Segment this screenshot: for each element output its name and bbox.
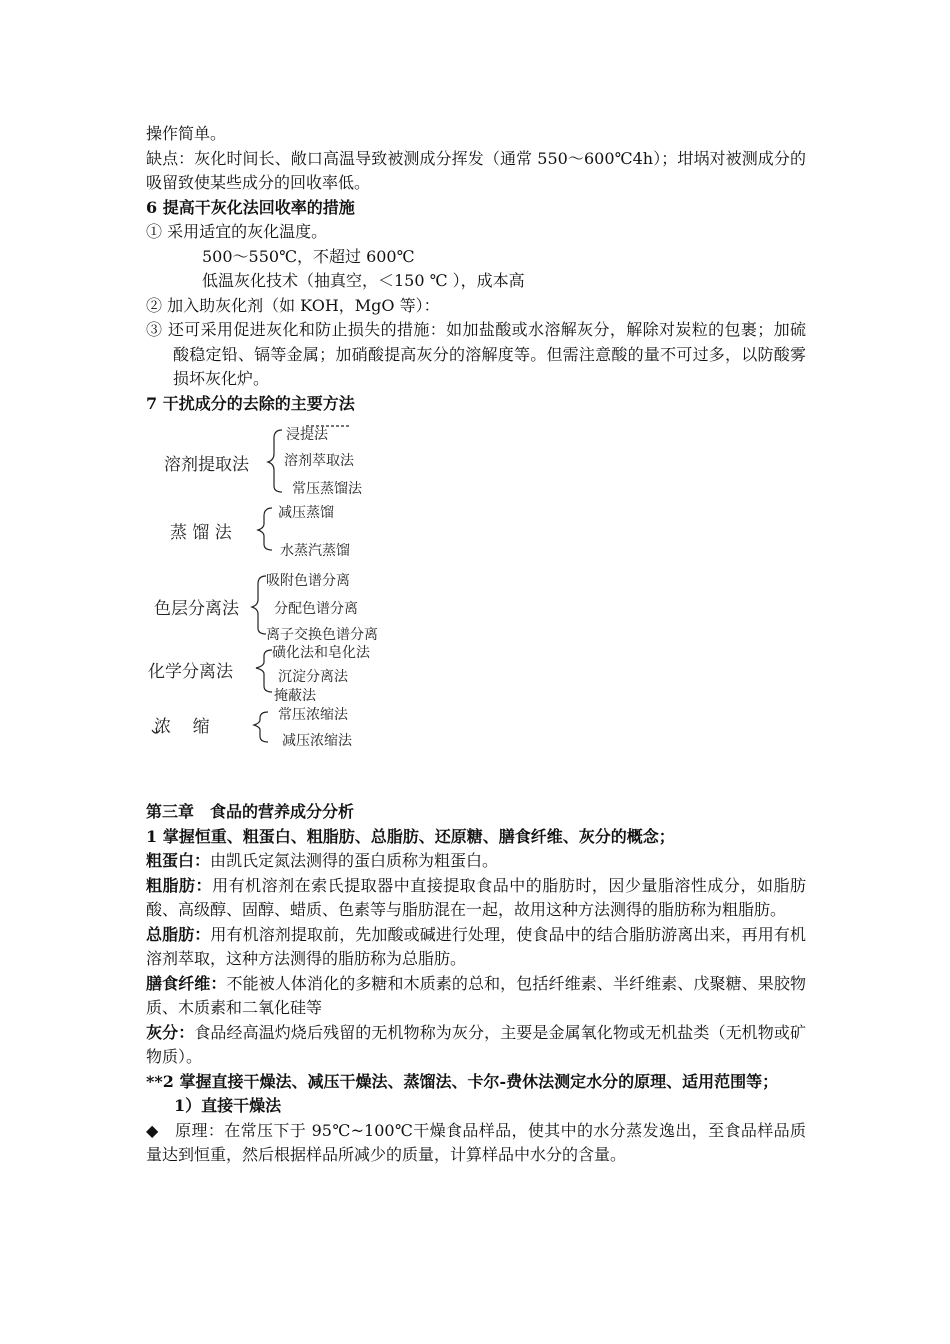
separation-methods-diagram: [146, 424, 476, 754]
definition-text: 由凯氏定氮法测得的蛋白质称为粗蛋白。: [210, 851, 499, 870]
method-item: 吸附色谱分离: [266, 573, 350, 589]
list-item-1a: 500～550℃，不超过 600℃: [202, 246, 415, 266]
definition-text: 用有机溶剂提取前，先加酸或碱进行处理，使食品中的结合脂肪游离出来，再用有机溶剂萃取，这种方法测得的脂肪称为总脂肪。: [146, 924, 806, 968]
method-item: 减压浓缩法: [282, 733, 352, 749]
chapter-title: 第三章 食品的营养成分分析: [146, 802, 355, 821]
method-item: 离子交换色谱分离: [266, 627, 378, 643]
method-item: 常压蒸馏法: [292, 481, 362, 497]
definition-crude-protein: [146, 849, 806, 874]
method-item: 掩蔽法: [274, 688, 316, 704]
ash-disadvantage-text: 缺点：灰化时间长、敞口高温导致被测成分挥发（通常 550～600℃4h）；坩埚对被测成分的吸留致使某些成分的回收率低。: [146, 148, 806, 192]
method-item: 常压浓缩法: [278, 707, 348, 723]
definition-term: 粗蛋白：: [146, 851, 211, 870]
method-item: 沉淀分离法: [278, 669, 348, 685]
method-item: 分配色谱分离: [274, 601, 358, 617]
definition-term: 粗脂肪：: [146, 875, 213, 895]
category-chemical-separation: 化学分离法: [148, 662, 233, 682]
method-item: 溶剂萃取法: [284, 453, 354, 469]
definition-crude-fat: [146, 874, 806, 923]
category-concentration: 浓 缩: [154, 717, 210, 737]
definition-text: 食品经高温灼烧后残留的无机物称为灰分，主要是金属氧化物或无机盐类（无机物或矿物质）。: [146, 1022, 806, 1066]
definition-term: 膳食纤维：: [146, 973, 227, 993]
category-chromatography: 色层分离法: [154, 599, 239, 619]
list-item-2: ② 加入助灰化剂（如 KOH，MgO 等）：: [146, 295, 440, 315]
section-top: [146, 122, 806, 416]
definition-dietary-fiber: [146, 972, 806, 1021]
list-item-1: ① 采用适宜的灰化温度。: [146, 222, 328, 241]
category-distillation: 蒸 馏 法: [170, 523, 232, 543]
chapter-3-section: [146, 800, 806, 1168]
brace-1: [268, 430, 282, 492]
definition-text: 用有机溶剂在索氏提取器中直接提取食品中的脂肪时，因少量脂溶性成分，如脂肪酸、高级醇、固醇、蜡质、色素等与脂肪混在一起，故用这种方法测得的脂肪称为粗脂肪。: [146, 875, 806, 919]
definition-term: 灰分：: [146, 1022, 195, 1042]
method-item: 浸提法: [286, 427, 328, 443]
definition-term: 总脂肪：: [146, 924, 211, 944]
heading-6: 6 提高干灰化法回收率的措施: [146, 197, 355, 217]
text-line: 操作简单。: [146, 124, 227, 143]
list-item-1b: 低温灰化技术（抽真空，＜150 ℃ ），成本高: [202, 271, 525, 290]
heading-1: 1 掌握恒重、粗蛋白、粗脂肪、总脂肪、还原糖、膳食纤维、灰分的概念；: [146, 826, 675, 846]
definition-text: 不能被人体消化的多糖和木质素的总和，包括纤维素、半纤维素、戊聚糖、果胶物质、木质素和二氧化硅等: [146, 973, 806, 1017]
method-item: 磺化法和皂化法: [272, 645, 370, 661]
heading-2: **2 掌握直接干燥法、减压干燥法、蒸馏法、卡尔-费休法测定水分的原理、适用范围等；: [146, 1071, 779, 1091]
brace-3: [252, 576, 266, 634]
principle-text: ◆ 原理：在常压下于 95℃~100℃干燥食品样品，使其中的水分蒸发逸出，至食品样品质量达到恒重，然后根据样品所减少的质量，计算样品中水分的含量。: [146, 1120, 806, 1164]
heading-7: 7 干扰成分的去除的主要方法: [146, 393, 355, 413]
definition-total-fat: [146, 923, 806, 972]
category-solvent-extraction: 溶剂提取法: [164, 455, 249, 475]
method-item: 水蒸汽蒸馏: [280, 543, 350, 559]
method-item: 减压蒸馏: [278, 505, 334, 521]
brace-4: [256, 650, 272, 692]
brace-2: [258, 508, 272, 550]
list-item-3: ③ 还可采用促进灰化和防止损失的措施：如加盐酸或水溶解灰分，解除对炭粒的包裹；加硫酸稳定铅、镉等金属；加硝酸提高灰分的溶解度等。但需注意酸的量不可过多，以防酸雾损坏灰化炉。: [146, 320, 806, 388]
definition-ash: [146, 1021, 806, 1070]
brace-5: [254, 712, 268, 742]
sub-heading-direct-drying: 1）直接干燥法: [174, 1096, 282, 1115]
